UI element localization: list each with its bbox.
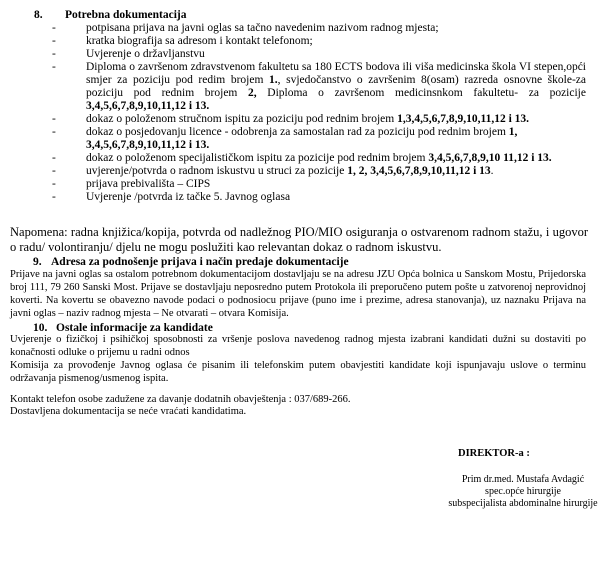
list-dash: - — [52, 191, 56, 203]
required-document-text: dokaz o položenom stručnom ispitu za poziciju pod rednim brojem 1,3,4,5,6,7,8,9,10,11,12 i 13. — [86, 113, 530, 125]
submission-address-paragraph: Prijave na javni oglas sa ostalom potrebnom dokumentacijom dostavljaju se na adresu JZU Opća bolnica u Sanskom Mostu, Prijedorska broj 111, 79 260 Sanski Most. Prijave se dostavljaju neposredno putem Protokola ili preporučeno putem pošte u zatvorenoj neprovidnoj koverti. Na kovertu se obavezno navode podaci o podnosiocu prijave (puno ime i prezime, adresa stanovanja), uz naznaku Prijava na javni oglas – naziv radnog mjesta – Ne otvarati – otvara Komisija. — [10, 269, 586, 319]
list-dash: - — [52, 48, 56, 60]
list-dash: - — [52, 113, 56, 125]
required-document-item — [0, 61, 616, 113]
required-document-text: kratka biografija sa adresom i kontakt telefonom; — [86, 35, 313, 47]
required-document-item — [0, 152, 616, 165]
section-9-title: Adresa za podnošenje prijava i način predaje dokumentacije — [51, 256, 349, 268]
required-document-item — [0, 22, 616, 35]
documents-not-returned-line: Dostavljena dokumentacija se neće vraćati kandidatima. — [10, 406, 247, 417]
director-specialty: spec.opće hirurgije — [485, 486, 561, 497]
director-heading: DIREKTOR-a : — [458, 448, 530, 459]
note-paragraph: Napomena: radna knjižica/kopija, potvrda od nadležnog PIO/MIO osiguranja o ostvarenom radnom stažu, i ugovor o radu/ volontiranju/ djelu ne mogu poslužiti kao relevantan dokaz o radnom iskustvu. — [10, 225, 588, 254]
list-dash: - — [52, 165, 56, 177]
required-documents-list — [0, 22, 616, 204]
required-document-item — [0, 126, 616, 152]
section-8-title: Potrebna dokumentacija — [65, 9, 187, 21]
required-document-item — [0, 191, 616, 204]
required-document-text: Diploma o završenom zdravstvenom fakultetu sa 180 ECTS bodova ili viša medicinska škola VI stepen,opći smjer za poziciju pod redim brojem 1., svjedočanstvo o završenim 8(osam) razreda osnovne škole-za poziciju pod rednim brojem 2, Diploma o završenom medicinsnkom fakultetu- za pozicije 3,4,5,6,7,8,9,10,11,12 i 13. — [86, 61, 586, 112]
required-document-item — [0, 165, 616, 178]
list-dash: - — [52, 22, 56, 34]
list-dash: - — [52, 35, 56, 47]
required-document-item — [0, 113, 616, 126]
section-8-number: 8. — [34, 9, 43, 21]
required-document-item — [0, 35, 616, 48]
required-document-text: dokaz o položenom specijalističkom ispitu za pozicije pod rednim brojem 3,4,5,6,7,8,9,10 11,12 i 13. — [86, 152, 552, 164]
info-paragraph-1: Uvjerenje o fizičkoj i psihičkoj sposobnosti za vršenje poslova navedenog radnog mjesta izabrani kandidati dužni su dostaviti po konačnosti odluke o prijemu u radni odnos — [10, 334, 586, 358]
required-document-text: Uvjerenje /potvrda iz tačke 5. Javnog oglasa — [86, 191, 291, 203]
list-dash: - — [52, 152, 56, 164]
required-document-item — [0, 178, 616, 191]
required-document-text: prijava prebivališta – CIPS — [86, 178, 211, 190]
required-document-text: potpisana prijava na javni oglas sa tačno navedenim nazivom radnog mjesta; — [86, 22, 439, 34]
list-dash: - — [52, 126, 56, 138]
director-name: Prim dr.med. Mustafa Avdagić — [461, 474, 585, 485]
info-paragraph-2: Komisija za provođenje Javnog oglasa će pisanim ili telefonskim putem obavjestiti kandidate koji ispunjavaju uslove o terminu održavanja pismenog/usmenog ispita. — [10, 360, 586, 384]
required-document-text: uvjerenje/potvrda o radnom iskustvu u struci za pozicije 1, 2, 3,4,5,6,7,8,9,10,11,12 i 13. — [86, 165, 494, 177]
section-10-number: 10. — [33, 322, 48, 334]
section-9-number: 9. — [33, 256, 42, 268]
contact-line: Kontakt telefon osobe zadužene za davanje dodatnih obavještenja : 037/689-266. — [10, 394, 351, 405]
required-document-item — [0, 48, 616, 61]
required-document-text: Uvjerenje o državljanstvu — [86, 48, 205, 60]
section-10-title: Ostale informacije za kandidate — [56, 322, 213, 334]
director-subspecialty: subspecijalista abdominalne hirurgije — [448, 498, 598, 509]
required-document-text: dokaz o posjedovanju licence - odobrenja za samostalan rad za poziciju pod rednim brojem 1, 3,4,5,6,7,8,9,10,11,12 i 13. — [86, 126, 518, 151]
list-dash: - — [52, 61, 56, 73]
list-dash: - — [52, 178, 56, 190]
